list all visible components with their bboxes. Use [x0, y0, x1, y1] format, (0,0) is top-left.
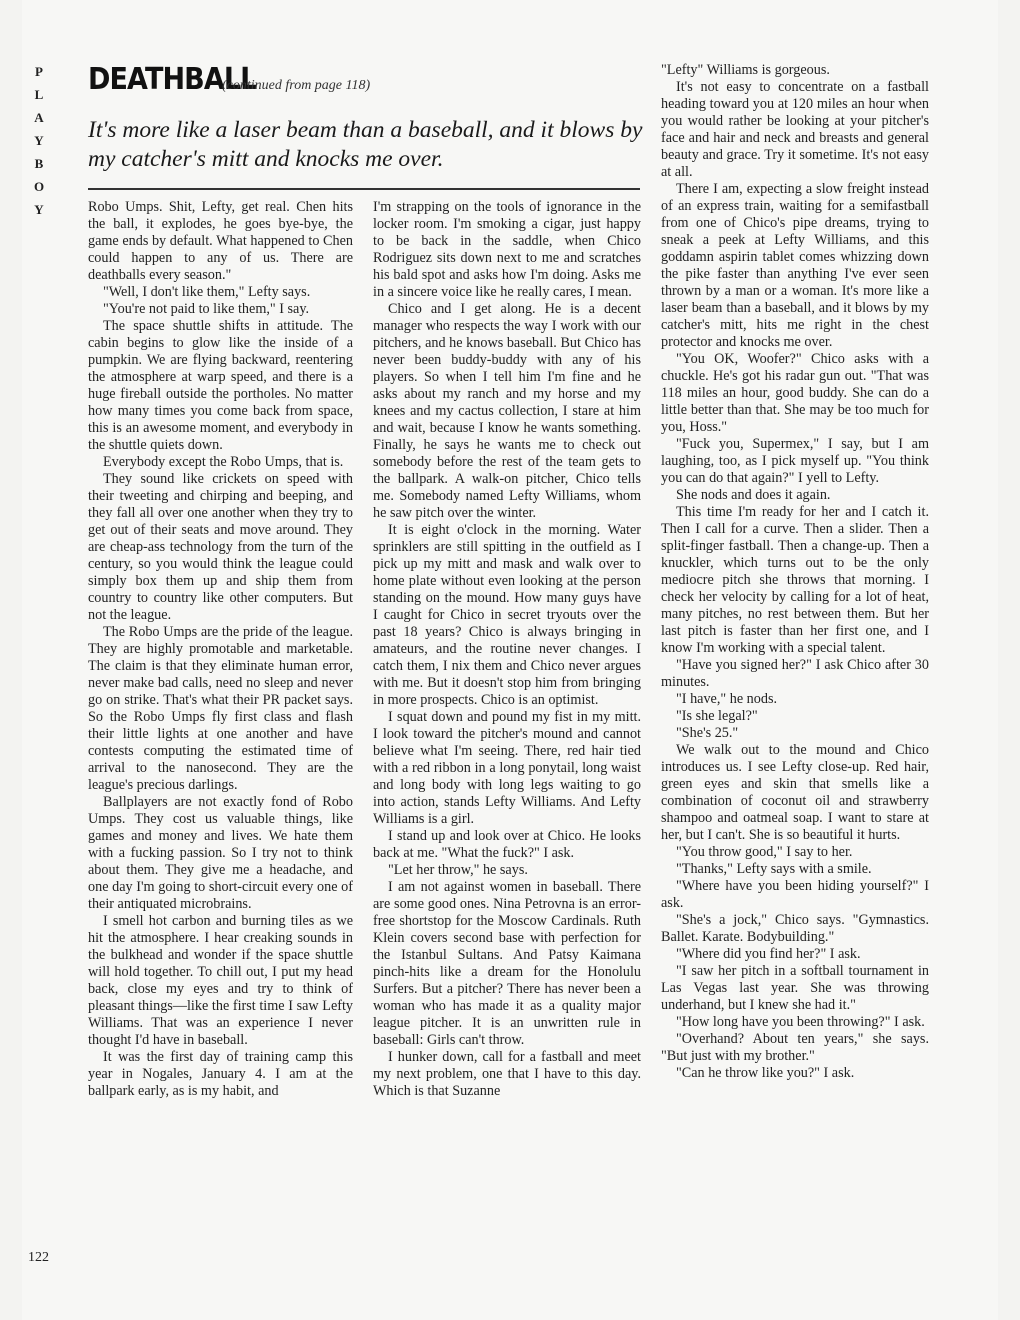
paragraph: "How long have you been throwing?" I ask. — [676, 1014, 925, 1030]
paragraph: "You throw good," I say to her. — [676, 844, 853, 860]
spine-letter: A — [34, 110, 44, 125]
paragraph: Ballplayers are not exactly fond of Robo Umps. They cost us valuable things, like games and money and lives. We hate them with a fucking passion. So I try not to think about them. They give me a headache, and one day I'm going to short-circuit every one of their antiquated microbrains. — [88, 794, 353, 912]
spine-letter: B — [34, 156, 44, 171]
paragraph: "Where have you been hiding yourself?" I ask. — [661, 878, 929, 911]
paragraph: There I am, expecting a slow freight instead of an express train, waiting for a semifastball from one of Chico's pipe dreams, trying to sneak a peek at Lefty Williams, and this goddamn aspirin tablet comes whizzing down the pike faster than anything I've ever seen thrown by a man or a woman. It's more like a laser beam than a baseball, and it blows by my catcher's mitt, hits me right in the chest protector and knocks me over. — [661, 181, 929, 350]
text-column-1 — [88, 199, 353, 1100]
paragraph: I stand up and look over at Chico. He looks back at me. "What the fuck?" I ask. — [373, 828, 641, 861]
text-column-3 — [661, 62, 929, 1082]
paragraph: "Fuck you, Supermex," I say, but I am laughing, too, as I pick myself up. "You think you can do that again?" I yell to Lefty. — [661, 436, 929, 486]
paragraph: "Lefty" Williams is gorgeous. — [661, 62, 830, 78]
paragraph: It is eight o'clock in the morning. Water sprinklers are still spitting in the outfield as I pick up my mitt and mask and walk over to home plate without even looking at the person standing on the mound. How many guys have I caught for Chico in secret tryouts over the past 18 years? Chico is always bringing in amateurs, and the routine never changes. I catch them, I nix them and Chico never argues with me. But it doesn't stop him from bringing in more prospects. Chico is an optimist. — [373, 522, 641, 708]
paragraph: "Is she legal?" — [676, 708, 758, 724]
paragraph: I am not against women in baseball. There are some good ones. Nina Petrovna is an error-free shortstop for the Moscow Cardinals. Ruth Klein covers second base with perfection for the Istanbul Sultans. And Patsy Kaimana pinch-hits like a dream for the Honolulu Surfers. But a pitcher? There has never been a woman who has made it as a quality major league pitcher. It is an unwritten rule in baseball: Girls can't throw. — [373, 879, 641, 1048]
paragraph: "I saw her pitch in a softball tournament in Las Vegas last year. She was throwing underhand, but I knew she had it." — [661, 963, 929, 1013]
paragraph: "I have," he nods. — [676, 691, 778, 707]
paragraph: "You OK, Woofer?" Chico asks with a chuckle. He's got his radar gun out. "That was 118 miles an hour, good buddy. She can do a little better than that. She may be too much for you, Hoss." — [661, 351, 929, 435]
paragraph: This time I'm ready for her and I catch it. Then I call for a curve. Then a slider. Then a split-finger fastball. Then a change-up. Then a knuckler, which turns out to be the only mediocre pitch she throws that morning. I check her velocity by calling for a lot of heat, many pitches, no rest between them. But her last pitch is faster than her first one, and I know I'm working with a special talent. — [661, 504, 929, 656]
magazine-spine-title — [28, 60, 50, 221]
paragraph: Chico and I get along. He is a decent manager who respects the way I work with our pitchers, and he knows baseball. But Chico has never been buddy-buddy with any of his players. So when I tell him I'm fine and he asks about my ranch and my horse and my knees and my cactus collection, I stare at him and wait, because I know he wants something. Finally, he says he wants me to check out somebody before the rest of the team gets to the ballpark. A walk-on pitcher, Chico tells me. Somebody named Lefty Williams, whom he saw pitch over the winter. — [373, 301, 641, 521]
paragraph: "She's 25." — [676, 725, 739, 741]
paragraph: "Have you signed her?" I ask Chico after 30 minutes. — [661, 657, 929, 690]
paragraph: The Robo Umps are the pride of the league. They are highly promotable and marketable. The claim is that they eliminate human error, never make bad calls, need no sleep and never go on strike. That's what their PR packet says. So the Robo Umps fly first class and flash their little lights at one another and have contests computing the estimated time of arrival to the nanosecond. They are the league's precious darlings. — [88, 624, 353, 793]
paragraph: "You're not paid to like them," I say. — [103, 301, 310, 317]
spine-letter: P — [35, 64, 43, 79]
divider — [88, 188, 640, 190]
paragraph: She nods and does it again. — [676, 487, 831, 503]
paragraph: "Can he throw like you?" I ask. — [676, 1065, 855, 1081]
paragraph: We walk out to the mound and Chico introduces us. I see Lefty close-up. Red hair, green eyes and skin that smells like a combination of coconut oil and strawberry shampoo and oatmeal soap. I want to stare at her, but I can't. She is so beautiful it hurts. — [661, 742, 929, 843]
page-number: 122 — [28, 1250, 49, 1265]
paragraph: I hunker down, call for a fastball and meet my next problem, one that I have to this day. Which is that Suzanne — [373, 1049, 641, 1099]
paragraph: Robo Umps. Shit, Lefty, get real. Chen hits the ball, it explodes, he goes bye-bye, the game ends by default. What happened to Chen could happen to any of us. There are deathballs every season." — [88, 199, 353, 283]
article-title: DEATHBALL — [88, 62, 257, 97]
paragraph: The space shuttle shifts in attitude. The cabin begins to glow like the inside of a pumpkin. We are flying backward, reentering the atmosphere at warp speed, and there is a huge fireball outside the portholes. No matter how many times you come back from space, this is an awesome moment, and everybody in the shuttle quiets down. — [88, 318, 353, 453]
paragraph: "Well, I don't like them," Lefty says. — [103, 284, 311, 300]
paragraph: Everybody except the Robo Umps, that is. — [103, 454, 344, 470]
spine-letter: Y — [34, 202, 44, 217]
paragraph: "Where did you find her?" I ask. — [676, 946, 861, 962]
paragraph: "Thanks," Lefty says with a smile. — [676, 861, 872, 877]
paragraph: I smell hot carbon and burning tiles as we hit the atmosphere. I hear creaking sounds in the bulkhead and wonder if the space shuttle will hold together. To chill out, I put my head back, close my eyes and try to think of pleasant things—like the first time I saw Lefty Williams. That was an experience I never thought I'd have in baseball. — [88, 913, 353, 1048]
spine-letter: O — [33, 179, 45, 194]
spine-letter: L — [34, 87, 44, 102]
paragraph: It's not easy to concentrate on a fastball heading toward you at 120 miles an hour when you would rather be looking at your pitcher's face and hair and neck and breasts and general beauty and grace. Try it sometime. It's not easy at all. — [661, 79, 929, 180]
pull-quote: It's more like a laser beam than a baseball, and it blows by my catcher's mitt and knocks me over. — [88, 117, 643, 172]
paragraph: "Overhand? About ten years," she says. "But just with my brother." — [661, 1031, 929, 1064]
paragraph: It was the first day of training camp this year in Nogales, January 4. I am at the ballpark early, as is my habit, and — [88, 1049, 353, 1099]
paragraph: They sound like crickets on speed with their tweeting and chirping and beeping, and they fall all over one another when they try to get out of their seats and move around. They are cheap-ass technology from the turn of the century, so you would think the league could simply box them up and ship them from country to country like other computers. But not the league. — [88, 471, 353, 623]
paragraph: I'm strapping on the tools of ignorance in the locker room. I'm smoking a cigar, just happy to be back in the saddle, when Chico Rodriguez sits down next to me and scratches his bald spot and asks how I'm doing. Asks me in a sincere voice like he really cares, I mean. — [373, 199, 641, 300]
paragraph: "Let her throw," he says. — [388, 862, 528, 878]
continued-note: (continued from page 118) — [222, 78, 371, 93]
paragraph: I squat down and pound my fist in my mitt. I look toward the pitcher's mound and cannot believe what I'm seeing. There, red hair tied with a red ribbon in a long ponytail, long waist and long body with long legs waiting to go into action, stands Lefty Williams. And Lefty Williams is a girl. — [373, 709, 641, 827]
paragraph: "She's a jock," Chico says. "Gymnastics. Ballet. Karate. Bodybuilding." — [661, 912, 929, 945]
text-column-2 — [373, 199, 641, 1100]
spine-letter: Y — [34, 133, 44, 148]
